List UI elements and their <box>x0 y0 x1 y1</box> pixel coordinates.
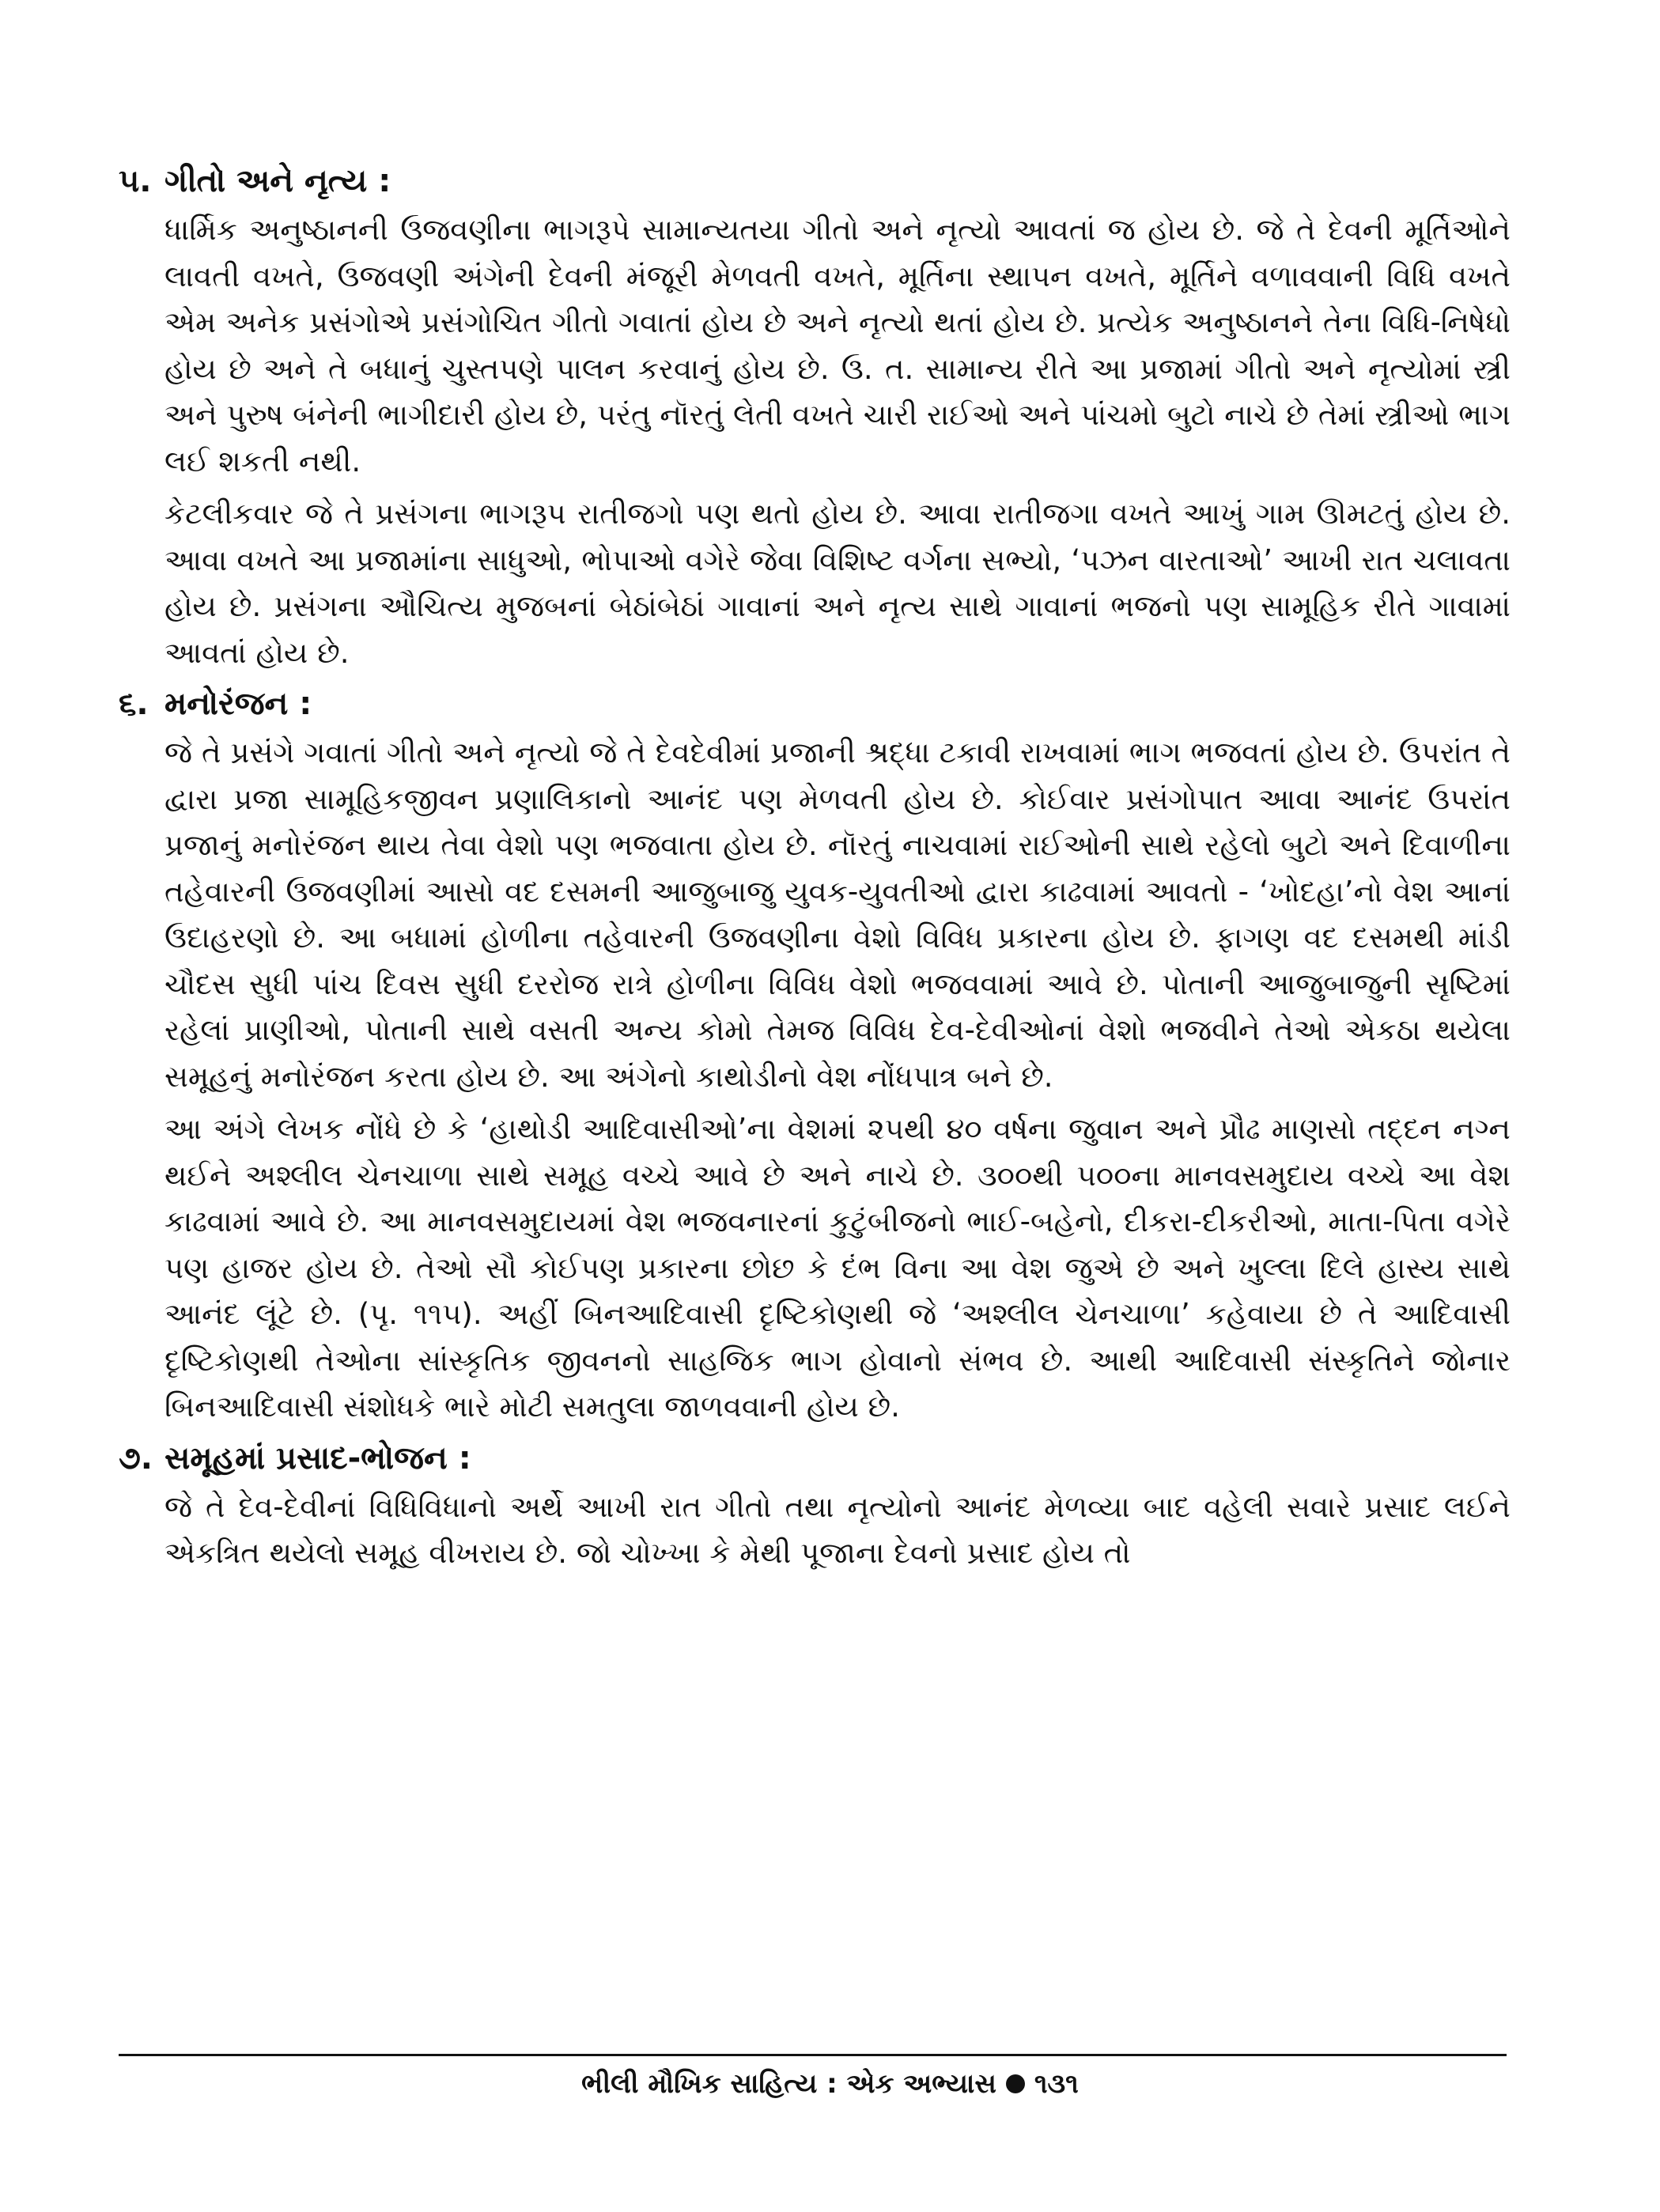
paragraph: ધાર્મિક અનુષ્ઠાનની ઉજવણીના ભાગરૂપે સામાન્યતયા ગીતો અને નૃત્યો આવતાં જ હોય છે. જે તે દેવની મૂર્તિઓને લાવતી વખતે, ઉજવણી અંગેની દેવની મંજૂરી મેળવતી વખતે, મૂર્તિના સ્થાપન વખતે, મૂર્તિને વળાવવાની વિધિ વખતે એમ અનેક પ્રસંગોએ પ્રસંગોચિત ગીતો ગવાતાં હોય છે અને નૃત્યો થતાં હોય છે. પ્રત્યેક અનુષ્ઠાનને તેના વિધિ-નિષેધો હોય છે અને તે બધાનું ચુસ્તપણે પાલન કરવાનું હોય છે. ઉ. ત. સામાન્ય રીતે આ પ્રજામાં ગીતો અને નૃત્યોમાં સ્ત્રી અને પુરુષ બંનેની ભાગીદારી હોય છે, પરંતુ નૉરતું લેતી વખતે ચારી રાઈઓ અને પાંચમો બુટો નાચે છે તેમાં સ્ત્રીઓ ભાગ લઈ શકતી નથી. <box>164 213 1511 478</box>
section-heading <box>119 1435 1511 1481</box>
section-songs-dance <box>119 158 1511 676</box>
section-heading <box>119 158 1511 204</box>
page-number: ૧૩૧ <box>1034 2068 1079 2100</box>
paragraph: આ અંગે લેખક નોંધે છે કે ‘હાથોડી આદિવાસીઓ’ના વેશમાં ૨૫થી ૪૦ વર્ષના જુવાન અને પ્રૌઢ માણસો તદ્દન નગ્ન થઈને અશ્લીલ ચેનચાળા સાથે સમૂહ વચ્ચે આવે છે અને નાચે છે. ૩૦૦થી ૫૦૦ના માનવસમુદાય વચ્ચે આ વેશ કાઢવામાં આવે છે. આ માનવસમુદાયમાં વેશ ભજવનારનાં કુટુંબીજનો ભાઈ-બહેનો, દીકરા-દીકરીઓ, માતા-પિતા વગેરે પણ હાજર હોય છે. તેઓ સૌ કોઈપણ પ્રકારના છોછ કે દંભ વિના આ વેશ જુએ છે અને ખુલ્લા દિલે હાસ્ય સાથે આનંદ લૂંટે છે. (પૃ. ૧૧૫). અહીં બિનઆદિવાસી દૃષ્ટિકોણથી જે ‘અશ્લીલ ચેનચાળા’ કહેવાયા છે તે આદિવાસી દૃષ્ટિકોણથી તેઓના સાંસ્કૃતિક જીવનનો સાહજિક ભાગ હોવાનો સંભવ છે. આથી આદિવાસી સંસ્કૃતિને જોનાર બિનઆદિવાસી સંશોધકે ભારે મોટી સમતુલા જાળવવાની હોય છે. <box>164 1112 1511 1424</box>
paragraph: જે તે પ્રસંગે ગવાતાં ગીતો અને નૃત્યો જે તે દેવદેવીમાં પ્રજાની શ્રદ્ધા ટકાવી રાખવામાં ભાગ ભજવતાં હોય છે. ઉપરાંત તે દ્વારા પ્રજા સામૂહિકજીવન પ્રણાલિકાનો આનંદ પણ મેળવતી હોય છે. કોઈવાર પ્રસંગોપાત આવા આનંદ ઉપરાંત પ્રજાનું મનોરંજન થાય તેવા વેશો પણ ભજવાતા હોય છે. નૉરતું નાચવામાં રાઈઓની સાથે રહેલો બુટો અને દિવાળીના તહેવારની ઉજવણીમાં આસો વદ દસમની આજુબાજુ યુવક-યુવતીઓ દ્વારા કાઢવામાં આવતો - ‘ખોદહા’નો વેશ આનાં ઉદાહરણો છે. આ બધામાં હોળીના તહેવારની ઉજવણીના વેશો વિવિધ પ્રકારના હોય છે. ફાગણ વદ દસમથી માંડી ચૌદસ સુધી પાંચ દિવસ સુધી દરરોજ રાત્રે હોળીના વિવિધ વેશો ભજવવામાં આવે છે. પોતાની આજુબાજુની સૃષ્ટિમાં રહેલાં પ્રાણીઓ, પોતાની સાથે વસતી અન્ય કોમો તેમજ વિવિધ દેવ-દેવીઓનાં વેશો ભજવીને તેઓ એકઠા થયેલા સમૂહનું મનોરંજન કરતા હોય છે. આ અંગેનો કાથોડીનો વેશ નોંધપાત્ર બને છે. <box>164 735 1511 1094</box>
footer-divider <box>119 2054 1507 2056</box>
paragraph: જે તે દેવ-દેવીનાં વિધિવિધાનો અર્થે આખી રાત ગીતો તથા નૃત્યોનો આનંદ મેળવ્યા બાદ વહેલી સવારે પ્રસાદ લઈને એકત્રિત થયેલો સમૂહ વીખરાય છે. જો ચોખ્ખા કે મેથી પૂજાના દેવનો પ્રસાદ હોય તો <box>164 1489 1511 1570</box>
bullet-icon <box>1006 2074 1025 2093</box>
footer-book-title: ભીલી મૌખિક સાહિત્ય : એક અભ્યાસ <box>581 2068 996 2100</box>
page-footer <box>0 2064 1660 2104</box>
section-entertainment <box>119 681 1511 1431</box>
section-title: ગીતો અને નૃત્ય : <box>164 163 391 199</box>
page-body <box>119 158 1511 1577</box>
section-heading <box>119 681 1511 727</box>
section-number: ૬. <box>119 686 149 722</box>
section-group-feast <box>119 1435 1511 1577</box>
section-number: ૭. <box>119 1439 153 1477</box>
section-title: મનોરંજન : <box>164 686 312 722</box>
paragraph: કેટલીકવાર જે તે પ્રસંગના ભાગરૂપ રાતીજગો પણ થતો હોય છે. આવા રાતીજગા વખતે આખું ગામ ઊમટતું હોય છે. આવા વખતે આ પ્રજામાંના સાધુઓ, ભોપાઓ વગેરે જેવા વિશિષ્ટ વર્ગના સભ્યો, ‘પઝન વારતાઓ’ આખી રાત ચલાવતા હોય છે. પ્રસંગના ઔચિત્ય મુજબનાં બેઠાંબેઠાં ગાવાનાં અને નૃત્ય સાથે ગાવાનાં ભજનો પણ સામૂહિક રીતે ગાવામાં આવતાં હોય છે. <box>164 497 1511 670</box>
section-number: ૫. <box>119 163 152 199</box>
section-title: સમૂહમાં પ્રસાદ-ભોજન : <box>164 1439 471 1477</box>
